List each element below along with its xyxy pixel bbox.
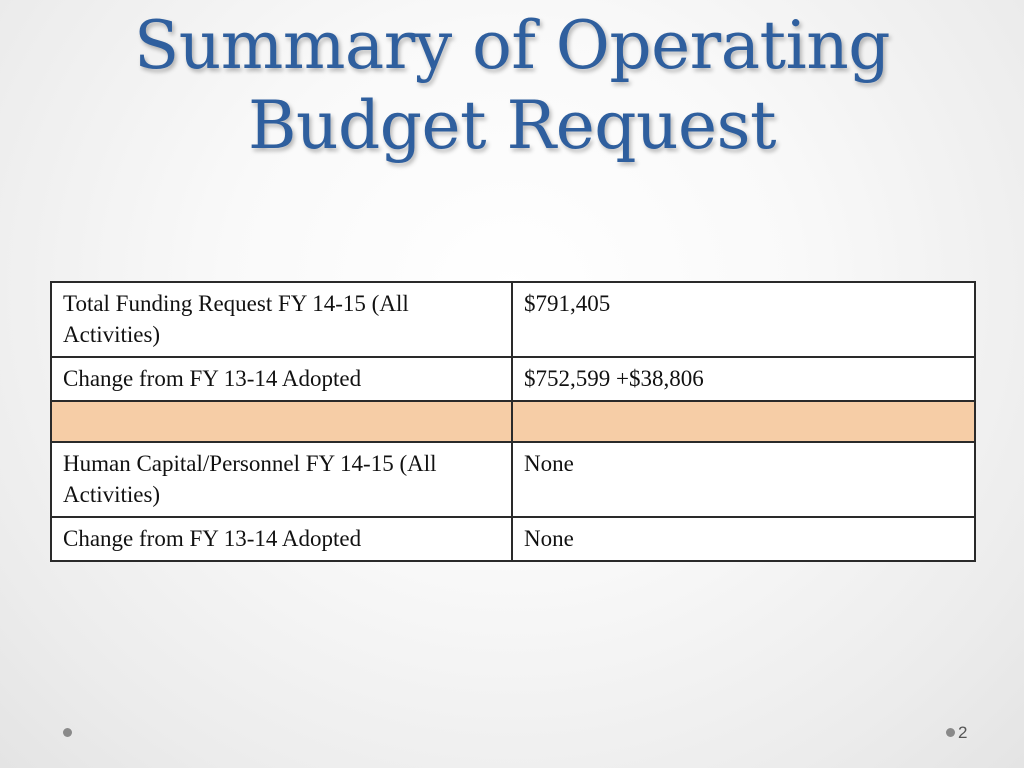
slide-title-line-1: Summary of Operating: [134, 7, 890, 84]
row-value: None: [512, 442, 975, 517]
footer-bullet-left-icon: [63, 728, 72, 737]
row-label: Change from FY 13-14 Adopted: [51, 357, 512, 401]
row-value: [512, 401, 975, 442]
table-row-funding-change: [51, 357, 975, 401]
table-row-separator: [51, 401, 975, 442]
slide-title-line-2: Budget Request: [247, 87, 777, 164]
table-row-total-funding: [51, 282, 975, 357]
row-label: [51, 401, 512, 442]
row-value: $791,405: [512, 282, 975, 357]
budget-summary-table: [50, 281, 976, 562]
row-label: Change from FY 13-14 Adopted: [51, 517, 512, 561]
slide-title: [0, 6, 1024, 166]
row-label: Human Capital/Personnel FY 14-15 (All Activities): [51, 442, 512, 517]
page-number: 2: [958, 723, 968, 742]
footer-bullet-right-icon: [946, 728, 955, 737]
row-value: None: [512, 517, 975, 561]
row-value: $752,599 +$38,806: [512, 357, 975, 401]
budget-summary-table-container: [50, 281, 974, 562]
table-row-human-capital: [51, 442, 975, 517]
table-row-personnel-change: [51, 517, 975, 561]
row-label: Total Funding Request FY 14-15 (All Activities): [51, 282, 512, 357]
